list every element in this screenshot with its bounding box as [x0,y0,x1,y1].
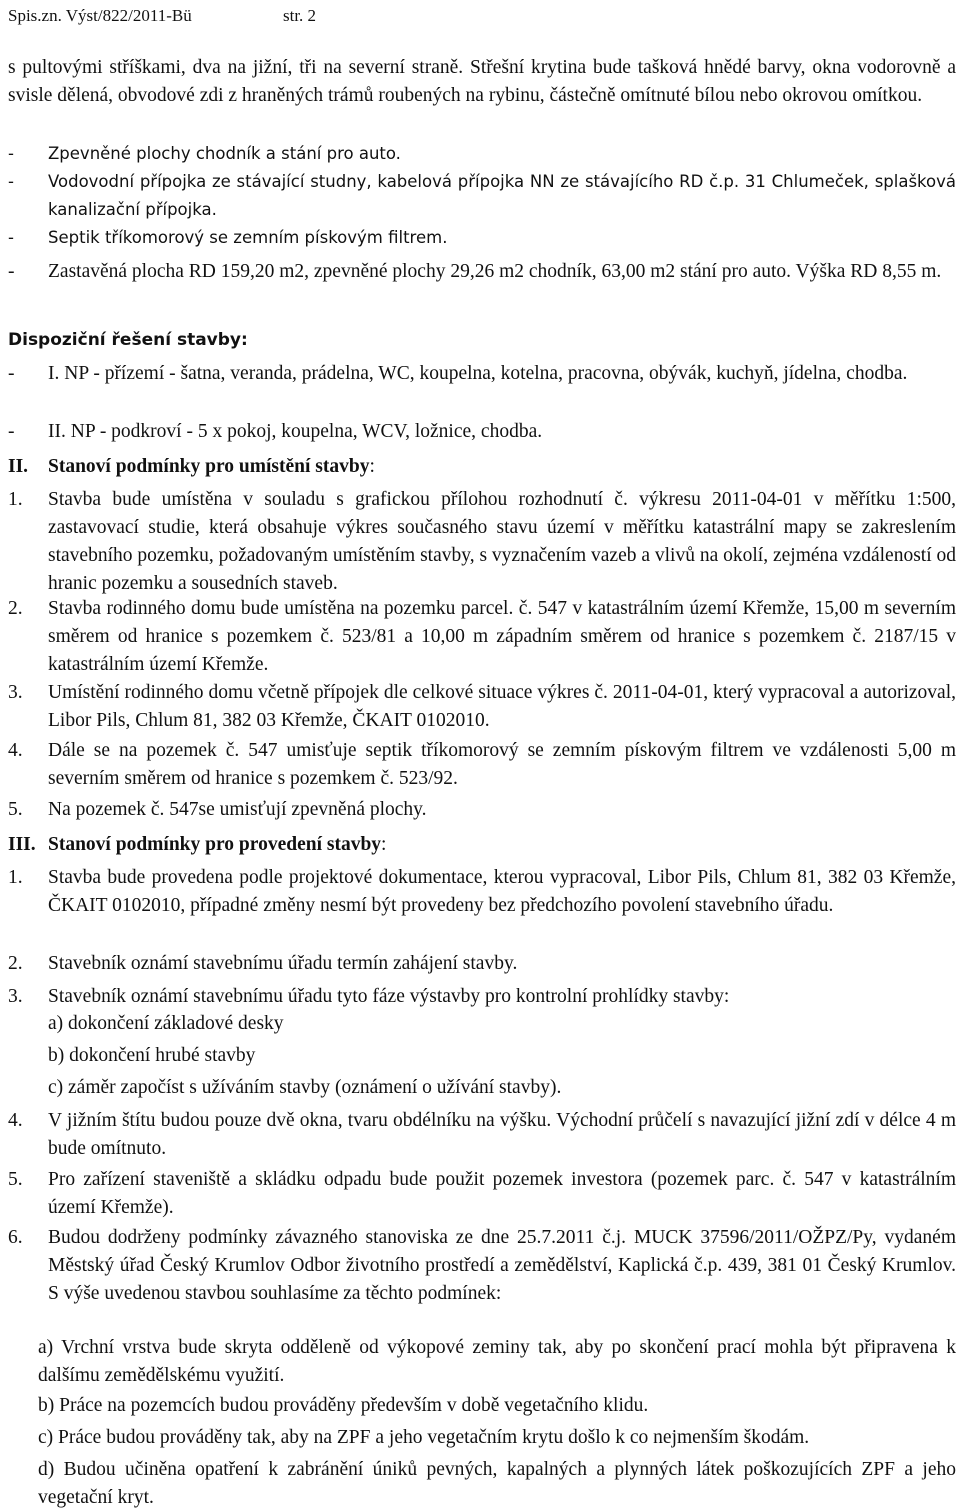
phase-item: b) dokončení hrubé stavby [48,1045,256,1066]
bullet-item: - Septik tříkomorový se zemním pískovým filtrem. [8,228,448,247]
condition-item: 6. Budou dodrženy podmínky závazného stanoviska ze dne 25.7.2011 č.j. MUCK 37596/2011/OŽPZ/Py, vydaném Městský úřad Český Krumlov Odbor životního prostředí a zemědělství, Kaplická č.p. 439, 381 01 Český Krumlov. S výše uvedenou stavbou souhlasíme za těchto podmínek: [8,1227,956,1304]
condition-item: 4. Dále se na pozemek č. 547 umisťuje septik tříkomorový se zemním pískovým filtrem ve vzdálenosti 5,00 m severním směrem od hranice s pozemkem č. 523/92. [8,740,956,789]
soil-condition-item: b) Práce na pozemcích budou prováděny především v době vegetačního klidu. [38,1395,649,1416]
soil-condition-item: d) Budou učiněna opatření k zabránění úniků pevných, kapalných a plynných látek poškozujících ZPF a jeho vegetační kryt. [38,1459,956,1508]
condition-item: 2. Stavebník oznámí stavebnímu úřadu termín zahájení stavby. [8,953,518,974]
section-title: Stanoví podmínky pro provedení stavby [48,834,382,855]
condition-item: 1. Stavba bude umístěna v souladu s grafickou přílohou rozhodnutí č. výkresu 2011-04-01 v měřítku 1:500, zastavovací studie, která obsahuje výkres současného stavu území v měřítku katastrální mapy se zakreslením stavebního pozemku, požadovaným umístěním stavby, s vyznačením vazeb a vlivů na okolí, zejména vzdáleností od hranic pozemku a sousedních staveb. [8,489,956,594]
condition-item: 3. Umístění rodinného domu včetně přípojek dle celkové situace výkres č. 2011-04-01, který vypracoval a autorizoval, Libor Pils, Chlum 81, 382 03 Křemže, ČKAIT 0102010. [8,682,956,731]
condition-item: 5. Na pozemek č. 547se umisťují zpevněná plochy. [8,799,427,820]
condition-item: 4. V jižním štítu budou pouze dvě okna, tvaru obdélníku na výšku. Východní průčelí s navazující jižní zdí v délce 4 m bude omítnuto. [8,1110,956,1159]
phase-item: c) záměr započíst s užíváním stavby (oznámení o užívání stavby). [48,1077,562,1098]
condition-item: 5. Pro zařízení staveniště a skládku odpadu bude použit pozemek investora (pozemek parc. č. 547 v katastrálním území Křemže). [8,1169,956,1218]
soil-condition-item: c) Práce budou prováděny tak, aby na ZPF a jeho vegetačním krytu došlo k co nejmenším škodám. [38,1427,810,1448]
condition-item: 1. Stavba bude provedena podle projektové dokumentace, kterou vypracoval, Libor Pils, Chlum 81, 382 03 Křemže, ČKAIT 0102010, případné změny nesmí být provedeny bez předchozího povolení stavebního úřadu. [8,867,956,916]
bullet-item: - Zpevněné plochy chodník a stání pro auto. [8,144,401,163]
phase-item: a) dokončení základové desky [48,1013,284,1034]
intro-paragraph: s pultovými stříškami, dva na jižní, tři na severní straně. Střešní krytina bude tašková hnědé barvy, okna vodorovně a svisle dělená, obvodové zdi z hraněných trámů roubených na rybinu, částečně omítnuté bílou nebo okrovou omítkou. [8,57,956,106]
page-number: str. 2 [283,6,317,25]
bullet-item: - Zastavěná plocha RD 159,20 m2, zpevněné plochy 29,26 m2 chodník, 63,00 m2 stání pro auto. Výška RD 8,55 m. [8,261,942,282]
condition-item: 3. Stavebník oznámí stavebnímu úřadu tyto fáze výstavby pro kontrolní prohlídky stavby: [8,986,730,1007]
disposition-item: - I. NP - přízemí - šatna, veranda, prádelna, WC, koupelna, kotelna, pracovna, obývák, kuchyň, jídelna, chodba. [8,363,908,384]
soil-condition-item: a) Vrchní vrstva bude skryta odděleně od výkopové zeminy tak, aby po skončení prací mohla být připravena k dalšímu zemědělskému využití. [38,1337,956,1386]
section-title: Stanoví podmínky pro umístění stavby [48,456,370,477]
bullet-item: - Vodovodní přípojka ze stávající studny, kabelová přípojka NN ze stávajícího RD č.p. 31 Chlumeček, splašková kanalizační přípojka. [8,172,956,219]
file-reference: Spis.zn. Výst/822/2011-Bü [8,6,192,25]
condition-item: 2. Stavba rodinného domu bude umístěna na pozemku parcel. č. 547 v katastrálním území Křemže, 15,00 m severním směrem od hranice s pozemkem č. 523/81 a 10,00 m západním směrem od hranice s pozemkem č. 2187/15 v katastrálním území Křemže. [8,598,956,675]
disposition-item: - II. NP - podkroví - 5 x pokoj, koupelna, WCV, ložnice, chodba. [8,421,543,442]
disposition-heading: Dispoziční řešení stavby: [8,330,248,350]
